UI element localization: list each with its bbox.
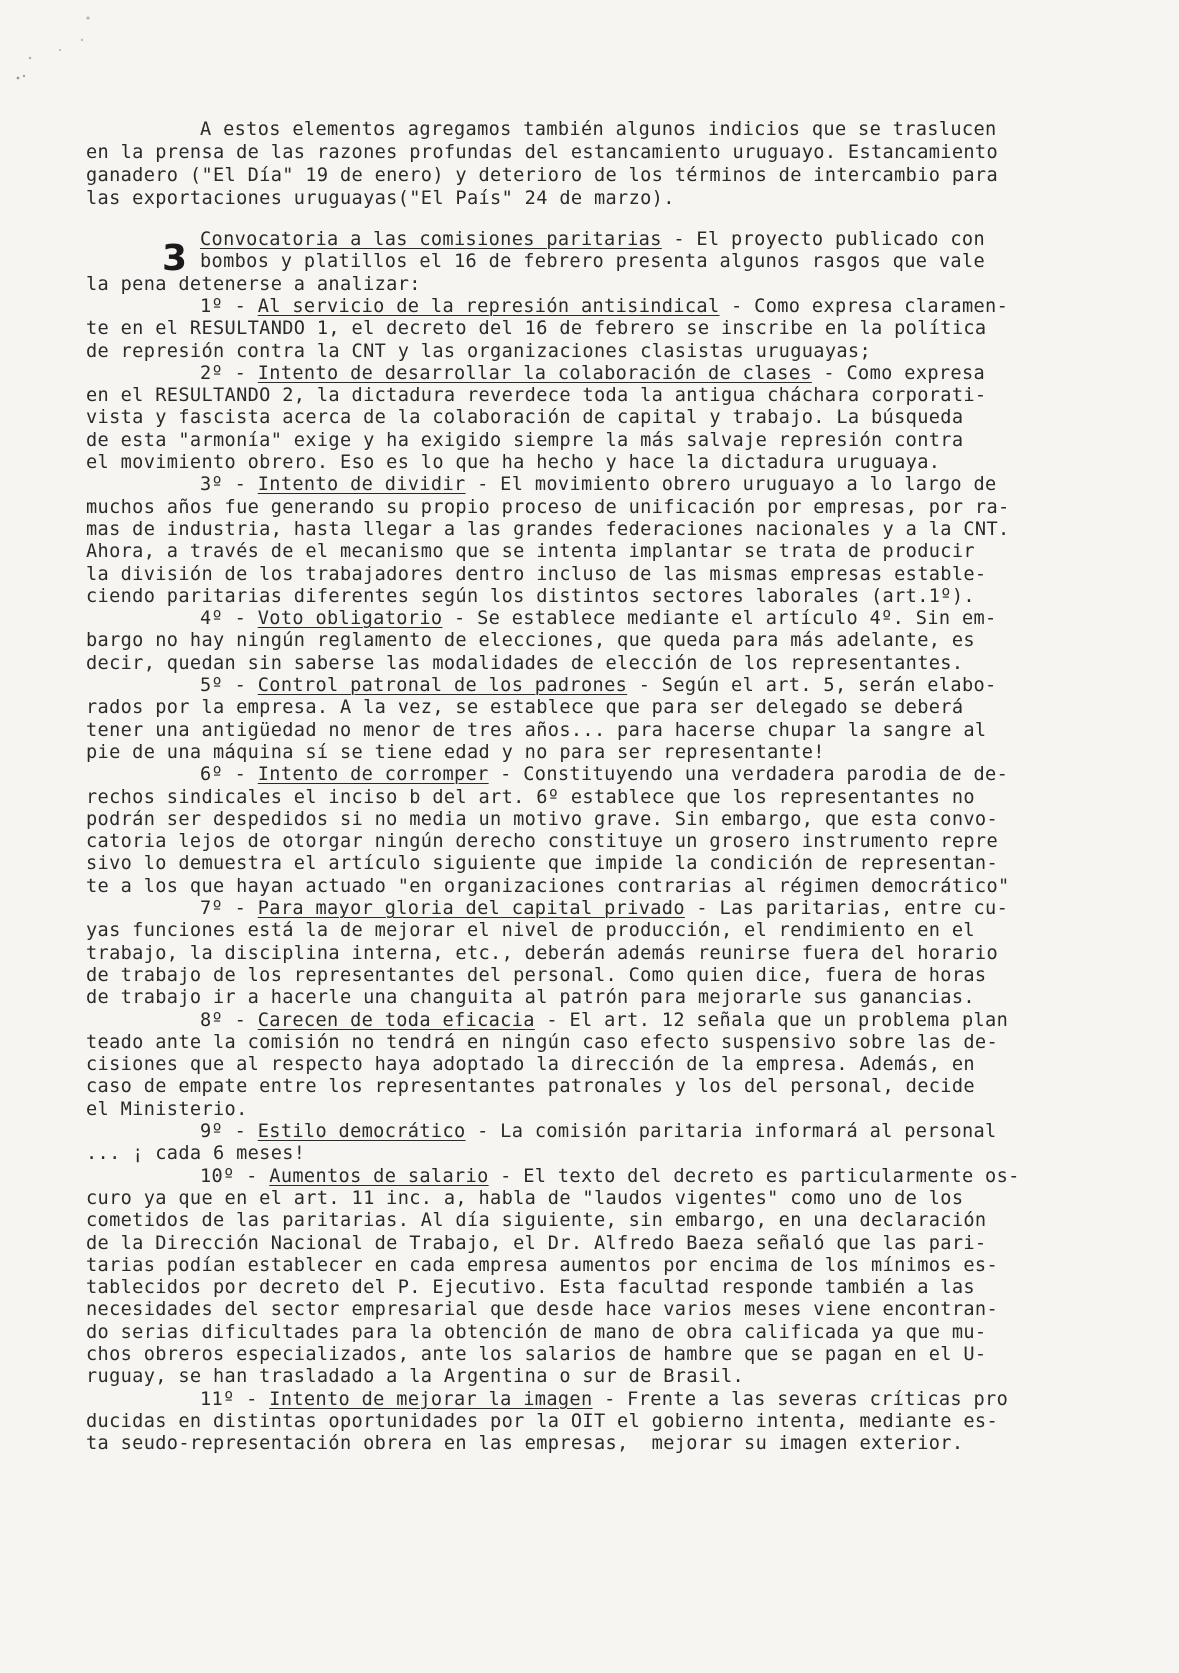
text-run: 11º - <box>200 1388 270 1410</box>
text-line <box>86 786 975 809</box>
text-run: 4º - <box>200 608 258 630</box>
text-line <box>200 362 985 385</box>
text-run: cisiones que al respecto haya adoptado la dirección de la empresa. Además, en <box>86 1054 975 1076</box>
text-line <box>86 629 975 652</box>
text-run: la división de los trabajadores dentro incluso de las mismas empresas estable- <box>86 563 987 585</box>
section-heading: Intento de dividir <box>257 474 466 496</box>
text-line <box>86 1031 998 1054</box>
text-run: yas funciones está la de mejorar el nivel de producción, el rendimiento en el <box>86 920 975 942</box>
text-line <box>200 228 985 251</box>
text-line <box>86 1232 986 1255</box>
text-line <box>86 1298 998 1321</box>
text-run: chos obreros especializados, ante los salarios de hambre que se pagan en el U- <box>86 1344 987 1365</box>
text-run: - Según el art. 5, serán elabo- <box>627 675 997 696</box>
text-line <box>86 1365 744 1388</box>
text-run: rechos sindicales el inciso b del art. 6º establece que los representantes no <box>86 786 975 808</box>
text-line <box>86 875 1010 898</box>
text-run: ganadero ("El Día" 19 de enero) y deterioro de los términos de intercambio para <box>86 165 999 186</box>
text-run: catoria lejos de otorgar ningún derecho constituye un grosero instrumento repre <box>86 831 999 853</box>
text-run: rados por la empresa. A la vez, se establece que para ser delegado se deberá <box>86 697 964 719</box>
text-line <box>86 741 825 764</box>
text-run: - Como expresa claramen- <box>719 295 1009 317</box>
text-run: 7º - <box>200 898 258 919</box>
text-run: - La comisión paritaria informará al personal <box>465 1121 997 1142</box>
text-line <box>200 1120 997 1143</box>
text-run: en la prensa de las razones profundas del estancamiento uruguayo. Estancamiento <box>86 142 999 163</box>
text-run: Ahora, a través de el mecanismo que se intenta implantar se trata de producir <box>86 541 975 563</box>
text-run: - Se establece mediante el artículo 4º. Sin em- <box>442 608 997 630</box>
text-run: - Como expresa <box>811 362 986 384</box>
text-run: en el RESULTANDO 2, la dictadura reverdece toda la antigua cháchara corporati- <box>86 385 987 407</box>
section-heading: Carecen de toda eficacia <box>257 1009 535 1031</box>
section-heading: Convocatoria a las comisiones paritarias <box>200 229 662 250</box>
text-run: - Las paritarias, entre cu- <box>684 898 1009 919</box>
text-run: teado ante la comisión no tendrá en ningún caso efecto suspensivo sobre las de- <box>86 1031 999 1053</box>
section-heading: Intento de corromper <box>257 764 489 786</box>
text-run: ... ¡ cada 6 meses! <box>86 1143 306 1165</box>
text-run: las exportaciones uruguayas("El País" 24 de marzo). <box>86 188 675 209</box>
text-run: muchos años fue generando su propio proceso de unificación por empresas, por ra- <box>86 496 1010 518</box>
section-heading: Voto obligatorio <box>257 608 443 630</box>
text-run: de trabajo ir a hacerle una changuita al patrón para mejorarle sus ganancias. <box>86 987 975 1009</box>
text-run: de trabajo de los representantes del personal. Como quien dice, fuera de horas <box>86 964 987 986</box>
text-line <box>86 919 975 942</box>
text-line <box>86 852 998 875</box>
text-line <box>86 585 975 608</box>
text-line <box>200 674 997 697</box>
text-run: bombos y platillos el 16 de febrero presenta algunos rasgos que vale <box>200 251 986 273</box>
text-run: ciendo paritarias diferentes según los distintos sectores laborales (art.1º). <box>86 585 975 607</box>
text-run: ta seudo-representación obrera en las empresas, mejorar su imagen exterior. <box>86 1433 964 1455</box>
text-run: curo ya que en el art. 11 inc. a, habla de "laudos vigentes" como uno de los <box>86 1187 964 1209</box>
text-line <box>86 1142 305 1165</box>
text-line <box>86 141 998 164</box>
text-line <box>86 696 963 719</box>
text-line <box>86 808 998 831</box>
text-run: necesidades del sector empresarial que desde hace varios meses viene encontran- <box>86 1299 999 1321</box>
section-heading: Al servicio de la represión antisindical <box>257 295 720 317</box>
text-run: bargo no hay ningún reglamento de elecciones, que queda para más adelante, es <box>86 630 975 652</box>
text-line <box>200 295 1008 318</box>
text-line <box>86 1276 975 1299</box>
text-run: podrán ser despedidos si no media un motivo grave. Sin embargo, que esta convo- <box>86 808 999 830</box>
text-line <box>86 340 871 363</box>
text-run: trabajo, la disciplina interna, etc., deberán además reunirse fuera del horario <box>86 942 999 964</box>
text-line <box>200 607 997 630</box>
text-run: 10º - <box>200 1165 270 1187</box>
text-run: te a los que hayan actuado "en organizaciones contrarias al régimen democrático" <box>86 875 1010 897</box>
text-line <box>86 1254 998 1277</box>
text-run: 3º - <box>200 474 258 496</box>
text-line <box>200 763 1008 786</box>
text-run: do serias dificultades para la obtención de mano de obra calificada ya que mu- <box>86 1321 987 1343</box>
text-run: de represión contra la CNT y las organizaciones clasistas uruguayas; <box>86 340 872 362</box>
text-line <box>86 164 998 187</box>
text-run: tarias podían establecer en cada empresa aumentos por encima de los mínimos es- <box>86 1254 999 1276</box>
text-run: cometidos de las paritarias. Al día siguiente, sin embargo, en una declaración <box>86 1210 987 1232</box>
text-run: ducidas en distintas oportunidades por la OIT el gobierno intenta, mediante es- <box>86 1410 999 1432</box>
text-line <box>86 964 986 987</box>
text-line <box>200 1009 1008 1032</box>
text-run: caso de empate entre los representantes patronales y los del personal, decide <box>86 1076 975 1098</box>
text-line <box>200 118 997 141</box>
text-line <box>86 1343 986 1366</box>
text-line <box>86 830 998 853</box>
section-heading: Control patronal de los padrones <box>257 675 628 696</box>
text-run: 1º - <box>200 295 258 317</box>
text-line <box>86 1209 986 1232</box>
text-run: decir, quedan sin saberse las modalidades de elección de los representantes. <box>86 652 964 674</box>
text-run: 5º - <box>200 675 258 696</box>
text-run: tener una antigüedad no menor de tres años... para hacerse chupar la sangre al <box>86 719 987 741</box>
text-run: el Ministerio. <box>86 1098 248 1120</box>
text-run: 9º - <box>200 1121 258 1142</box>
text-line <box>200 250 985 273</box>
text-run: - Constituyendo una verdadera parodia de de- <box>488 764 1009 786</box>
section-heading: Para mayor gloria del capital privado <box>257 898 685 919</box>
text-run: la pena detenerse a analizar: <box>86 273 421 295</box>
text-line <box>86 942 998 965</box>
section-number: 3 <box>162 238 188 279</box>
text-run: 2º - <box>200 362 258 384</box>
text-line <box>200 1165 1020 1188</box>
text-line <box>86 1321 986 1344</box>
text-run: de la Dirección Nacional de Trabajo, el Dr. Alfredo Baeza señaló que las pari- <box>86 1232 987 1254</box>
text-line <box>86 1098 248 1121</box>
text-run: - El art. 12 señala que un problema plan <box>534 1009 1009 1031</box>
text-run: 6º - <box>200 764 258 786</box>
text-run: - El movimiento obrero uruguayo a lo largo de <box>465 474 997 496</box>
text-run: pie de una máquina sí se tiene edad y no para ser representante! <box>86 741 825 763</box>
text-run: ruguay, se han trasladado a la Argentina o sur de Brasil. <box>86 1366 745 1388</box>
text-line <box>86 273 421 296</box>
text-line <box>86 384 986 407</box>
text-run: el movimiento obrero. Eso es lo que ha hecho y hace la dictadura uruguaya. <box>86 452 941 473</box>
text-line <box>200 473 997 496</box>
section-heading: Intento de desarrollar la colaboración de clases <box>257 362 812 384</box>
text-run: tablecidos por decreto del P. Ejecutivo. Esta facultad responde también a las <box>86 1277 975 1299</box>
text-line <box>86 496 1010 519</box>
text-line <box>86 719 986 742</box>
text-run: - Frente a las severas críticas pro <box>592 1388 1009 1410</box>
text-line <box>86 1075 975 1098</box>
text-line <box>86 652 963 675</box>
text-line <box>86 986 975 1009</box>
text-line <box>86 1053 975 1076</box>
text-run: 8º - <box>200 1009 258 1031</box>
text-line <box>86 406 963 429</box>
text-line <box>200 897 1008 920</box>
text-line <box>86 1410 998 1433</box>
text-run: te en el RESULTANDO 1, el decreto del 16 de febrero se inscribe en la política <box>86 318 987 340</box>
text-line <box>86 1187 963 1210</box>
text-line <box>86 429 963 452</box>
text-line <box>200 1388 1008 1411</box>
text-run: mas de industria, hasta llegar a las grandes federaciones nacionales y a la CNT. <box>86 518 1010 540</box>
text-line <box>86 518 1010 541</box>
text-line <box>86 451 940 474</box>
text-run: - El texto del decreto es particularmente os- <box>488 1165 1020 1187</box>
section-heading: Estilo democrático <box>257 1121 466 1142</box>
text-line <box>86 187 675 210</box>
text-run: A estos elementos agregamos también algunos indicios que se traslucen <box>200 119 997 140</box>
text-run: vista y fascista acerca de la colaboración de capital y trabajo. La búsqueda <box>86 407 964 429</box>
text-line <box>86 317 986 340</box>
section-heading: Intento de mejorar la imagen <box>269 1388 593 1410</box>
section-heading: Aumentos de salario <box>269 1165 489 1187</box>
text-run: sivo lo demuestra el artículo siguiente que impide la condición de representan- <box>86 853 999 875</box>
text-line <box>86 1432 963 1455</box>
text-line <box>86 540 975 563</box>
paper-specks <box>10 10 100 90</box>
text-run: - El proyecto publicado con <box>661 229 986 250</box>
text-run: de esta "armonía" exige y ha exigido siempre la más salvaje represión contra <box>86 429 964 451</box>
text-line <box>86 563 986 586</box>
